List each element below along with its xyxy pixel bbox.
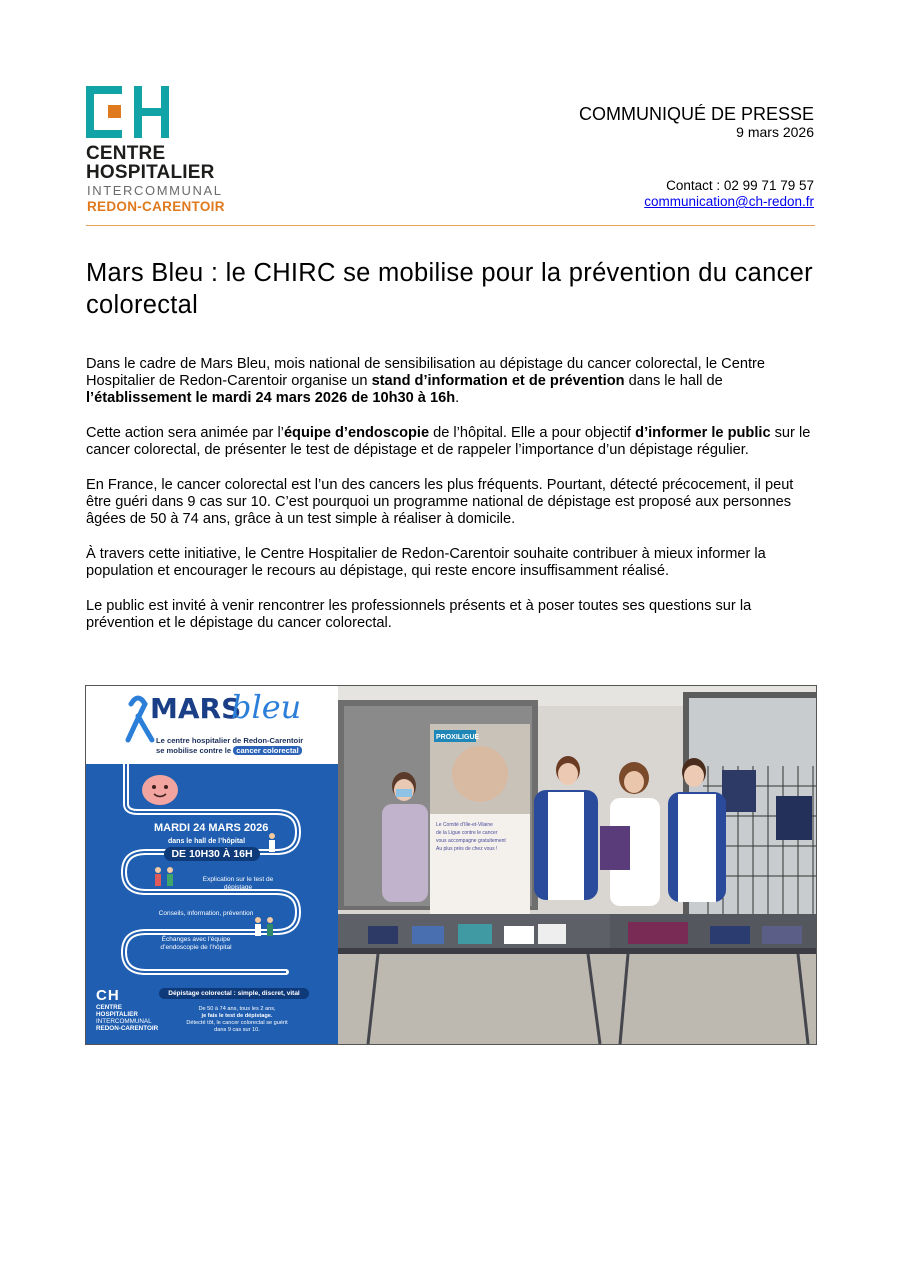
- poster-foot-2: je fais le test de dépistage.: [201, 1013, 273, 1019]
- p2-text-c: de l’hôpital. Elle a pour objectif: [429, 425, 636, 441]
- hospital-logo: [86, 86, 246, 216]
- contact-email-link[interactable]: communication@ch-redon.fr: [644, 194, 814, 209]
- document-date: 9 mars 2026: [736, 124, 814, 140]
- p1-text-a: Dans le cadre de Mars Bleu, mois national de sensibilisation au dépistage du cancer colorectal, le Centre Hospitalier de Redon-Carentoir organise un: [86, 356, 765, 390]
- poster-item-team: Échanges avec l’équipe d’endoscopie de l’hôpital: [160, 936, 232, 951]
- p2-bold-team: équipe d’endoscopie: [283, 425, 430, 441]
- article-body: [86, 356, 815, 649]
- p1-bold-date: l’établissement le mardi 24 mars 2026 de 10h30 à 16h: [86, 390, 456, 407]
- poster-time: DE 10H30 À 16H: [164, 847, 260, 861]
- p1-text-e: .: [455, 390, 460, 407]
- banner-line-1: Le Comité d’Ille-et-Vilaine: [436, 822, 493, 828]
- logo-line-hospitalier: HOSPITALIER: [86, 162, 215, 183]
- contact-phone: Contact : 02 99 71 79 57: [666, 178, 814, 193]
- banner-line-2: de la Ligue contre le cancer: [436, 830, 498, 836]
- poster-subtitle-2a: se mobilise contre le: [156, 746, 234, 755]
- poster-bar: Dépistage colorectal : simple, discret, vital: [159, 988, 309, 999]
- paragraph-4: À travers cette initiative, le Centre Hospitalier de Redon-Carentoir souhaite contribuer à mieux informer la population et encourager le recours au dépistage, qui reste encore insuffisamment réalisé.: [86, 545, 766, 579]
- banner-line-3: vous accompagne gratuitement: [436, 838, 506, 844]
- paragraph-2: [86, 425, 815, 459]
- poster-bleu-word: bleu: [231, 688, 302, 726]
- paragraph-5: Le public est invité à venir rencontrer les professionnels présents et à poser toutes ses questions sur la prévention et le dépistage du cancer colorectal.: [86, 597, 752, 631]
- paragraph-3: En France, le cancer colorectal est l’un des cancers les plus fréquents. Pourtant, détecté précocement, il peut être guéri dans 9 cas sur 10. C’est pourquoi un programme national de dépistage est proposé aux personnes âgées de 50 à 74 ans, grâce à un test simple à réaliser à domicile.: [86, 476, 794, 528]
- poster-logo-l3: INTERCOMMUNAL: [96, 1018, 152, 1025]
- poster-logo-l4: REDON-CARENTOIR: [96, 1025, 159, 1032]
- poster-foot-1: De 50 à 74 ans, tous les 2 ans,: [198, 1006, 276, 1012]
- poster-subtitle-2b: cancer colorectal: [233, 746, 301, 755]
- poster-logo-l2: HOSPITALIER: [96, 1011, 138, 1018]
- poster-item-advice: Conseils, information, prévention: [158, 910, 254, 917]
- mars-bleu-poster: [86, 686, 338, 1044]
- poster-foot-3: Détecté tôt, le cancer colorectal se guérit: [186, 1020, 288, 1026]
- document-header: [579, 104, 814, 141]
- poster-logo-mark: CH: [96, 987, 120, 1004]
- p2-text-e: sur le cancer colorectal, de présenter le test de dépistage et de rappeler l’importance d’un dépistage régulier.: [86, 425, 811, 459]
- paragraph-1: [86, 356, 815, 408]
- banner-brand: PROXILIGUE: [436, 734, 480, 741]
- event-photo: [85, 685, 817, 1045]
- poster-date: MARDI 24 MARS 2026: [154, 822, 269, 834]
- page-title: Mars Bleu : le CHIRC se mobilise pour la prévention du cancer colorectal: [86, 259, 813, 319]
- ch-logo-icon: [86, 86, 172, 138]
- poster-item-test: Explication sur le test de dépistage: [202, 876, 274, 891]
- poster-foot-4: dans 9 cas sur 10.: [214, 1027, 260, 1033]
- logo-line-centre: CENTRE: [86, 143, 166, 164]
- logo-line-intercommunal: INTERCOMMUNAL: [87, 183, 223, 198]
- p1-text-c: dans le hall de: [624, 373, 723, 390]
- poster-logo: [96, 988, 158, 1032]
- poster-subtitle-2: [156, 746, 302, 755]
- poster-place: dans le hall de l’hôpital: [168, 838, 246, 845]
- p1-bold-stand: stand d’information et de prévention: [371, 373, 625, 390]
- poster-logo-l1: CENTRE: [96, 1004, 122, 1011]
- logo-line-redon-carentoir: REDON-CARENTOIR: [87, 199, 225, 214]
- p2-bold-inform: d’informer le public: [635, 425, 771, 441]
- p2-text-a: Cette action sera animée par l’: [86, 425, 284, 441]
- stand-photo: [338, 686, 816, 1044]
- document-type: COMMUNIQUÉ DE PRESSE: [578, 104, 814, 124]
- poster-footer: [172, 1006, 302, 1034]
- banner-line-4: Au plus près de chez vous !: [436, 846, 498, 852]
- contact-block: [644, 178, 814, 210]
- poster-subtitle-1: Le centre hospitalier de Redon-Carentoir: [156, 736, 304, 745]
- poster-mars-word: MARS: [150, 692, 242, 725]
- header-divider: [86, 225, 815, 226]
